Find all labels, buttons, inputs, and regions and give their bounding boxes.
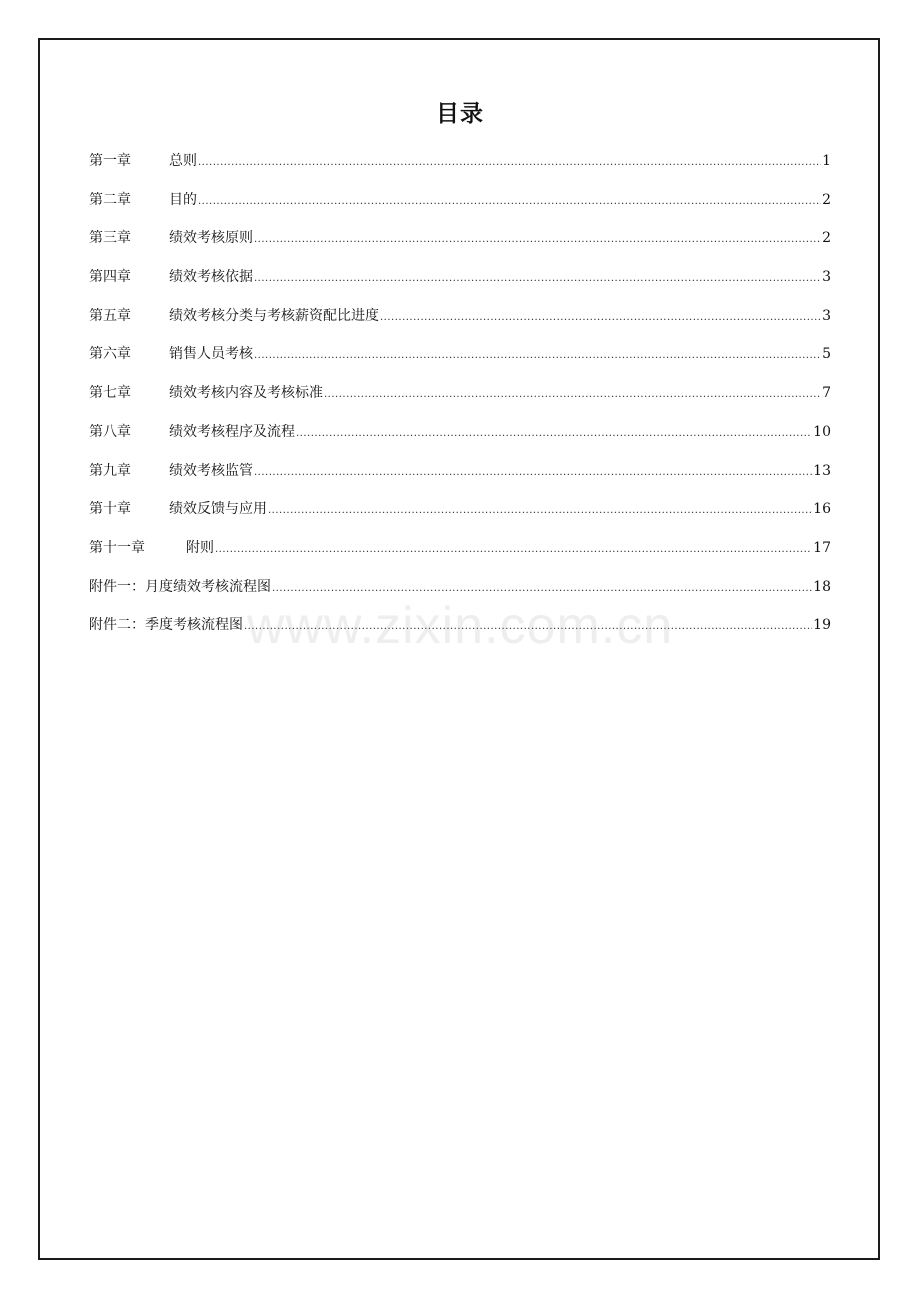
toc-chapter-label: 第八章 — [89, 423, 131, 440]
toc-dot-leader — [296, 421, 812, 447]
toc-entry-chapter-10[interactable] — [89, 496, 831, 535]
toc-page-number: 18 — [813, 578, 831, 595]
toc-dot-leader — [272, 576, 812, 602]
toc-dot-leader — [268, 498, 812, 524]
toc-page-number: 7 — [822, 385, 831, 402]
toc-entry-title: 月度绩效考核流程图 — [145, 578, 271, 595]
toc-entry-chapter-1[interactable] — [89, 148, 831, 187]
toc-dot-leader — [254, 266, 821, 292]
toc-entry-title: 销售人员考核 — [169, 346, 253, 363]
toc-entry-chapter-6[interactable] — [89, 341, 831, 380]
toc-entry-title: 绩效考核内容及考核标准 — [169, 385, 323, 402]
toc-page-number: 3 — [822, 307, 831, 324]
toc-page-number: 2 — [822, 191, 831, 208]
toc-page-number: 1 — [822, 153, 831, 169]
toc-page-number: 19 — [813, 617, 831, 634]
toc-entry-title: 绩效考核程序及流程 — [169, 423, 295, 440]
toc-entry-chapter-3[interactable] — [89, 225, 831, 264]
toc-dot-leader — [215, 537, 812, 563]
toc-entry-appendix-1[interactable] — [89, 574, 831, 613]
toc-entry-title: 目的 — [169, 191, 197, 208]
toc-page-number: 10 — [813, 423, 831, 440]
toc-dot-leader — [254, 343, 821, 369]
toc-entry-chapter-9[interactable] — [89, 458, 831, 497]
toc-entry-chapter-8[interactable] — [89, 419, 831, 458]
toc-appendix-label: 附件二： — [89, 617, 145, 634]
toc-chapter-label: 第九章 — [89, 462, 131, 479]
watermark: www.zixin.com.cn — [246, 597, 674, 655]
toc-entry-title: 绩效考核分类与考核薪资配比进度 — [169, 307, 379, 324]
toc-entry-title: 附则 — [186, 539, 214, 556]
toc-chapter-label: 第四章 — [89, 269, 131, 286]
toc-chapter-label: 第十一章 — [89, 539, 145, 556]
toc-chapter-label: 第六章 — [89, 346, 131, 363]
toc-dot-leader — [198, 150, 821, 176]
toc-entry-appendix-2[interactable] — [89, 612, 831, 651]
toc-entry-chapter-7[interactable] — [89, 380, 831, 419]
toc-page-number: 2 — [822, 230, 831, 247]
toc-entry-chapter-11[interactable] — [89, 535, 831, 574]
toc-page-number: 16 — [813, 501, 831, 518]
toc-page-number: 13 — [813, 462, 831, 479]
toc-entry-title: 绩效反馈与应用 — [169, 501, 267, 518]
toc-chapter-label: 第二章 — [89, 191, 131, 208]
toc-entry-chapter-5[interactable] — [89, 303, 831, 342]
toc-dot-leader — [254, 227, 821, 253]
toc-entry-title: 季度考核流程图 — [145, 617, 243, 634]
toc-chapter-label: 第三章 — [89, 230, 131, 247]
toc-page-number: 5 — [822, 346, 831, 363]
toc-dot-leader — [254, 460, 812, 486]
toc-page-number: 17 — [813, 539, 831, 556]
toc-appendix-label: 附件一： — [89, 578, 145, 595]
toc-chapter-label: 第十章 — [89, 501, 131, 518]
toc-page-number: 3 — [822, 269, 831, 286]
toc-title: 目录 — [436, 101, 484, 127]
toc-entry-title: 绩效考核依据 — [169, 269, 253, 286]
toc-chapter-label: 第五章 — [89, 307, 131, 324]
table-of-contents — [89, 148, 831, 651]
toc-dot-leader — [244, 614, 812, 640]
toc-chapter-label: 第一章 — [89, 153, 131, 169]
toc-entry-title: 总则 — [169, 153, 197, 169]
toc-entry-chapter-4[interactable] — [89, 264, 831, 303]
toc-entry-title: 绩效考核原则 — [169, 230, 253, 247]
toc-entry-chapter-2[interactable] — [89, 187, 831, 226]
toc-dot-leader — [198, 189, 821, 215]
toc-chapter-label: 第七章 — [89, 385, 131, 402]
toc-dot-leader — [380, 305, 821, 331]
toc-dot-leader — [324, 382, 821, 408]
toc-entry-title: 绩效考核监管 — [169, 462, 253, 479]
